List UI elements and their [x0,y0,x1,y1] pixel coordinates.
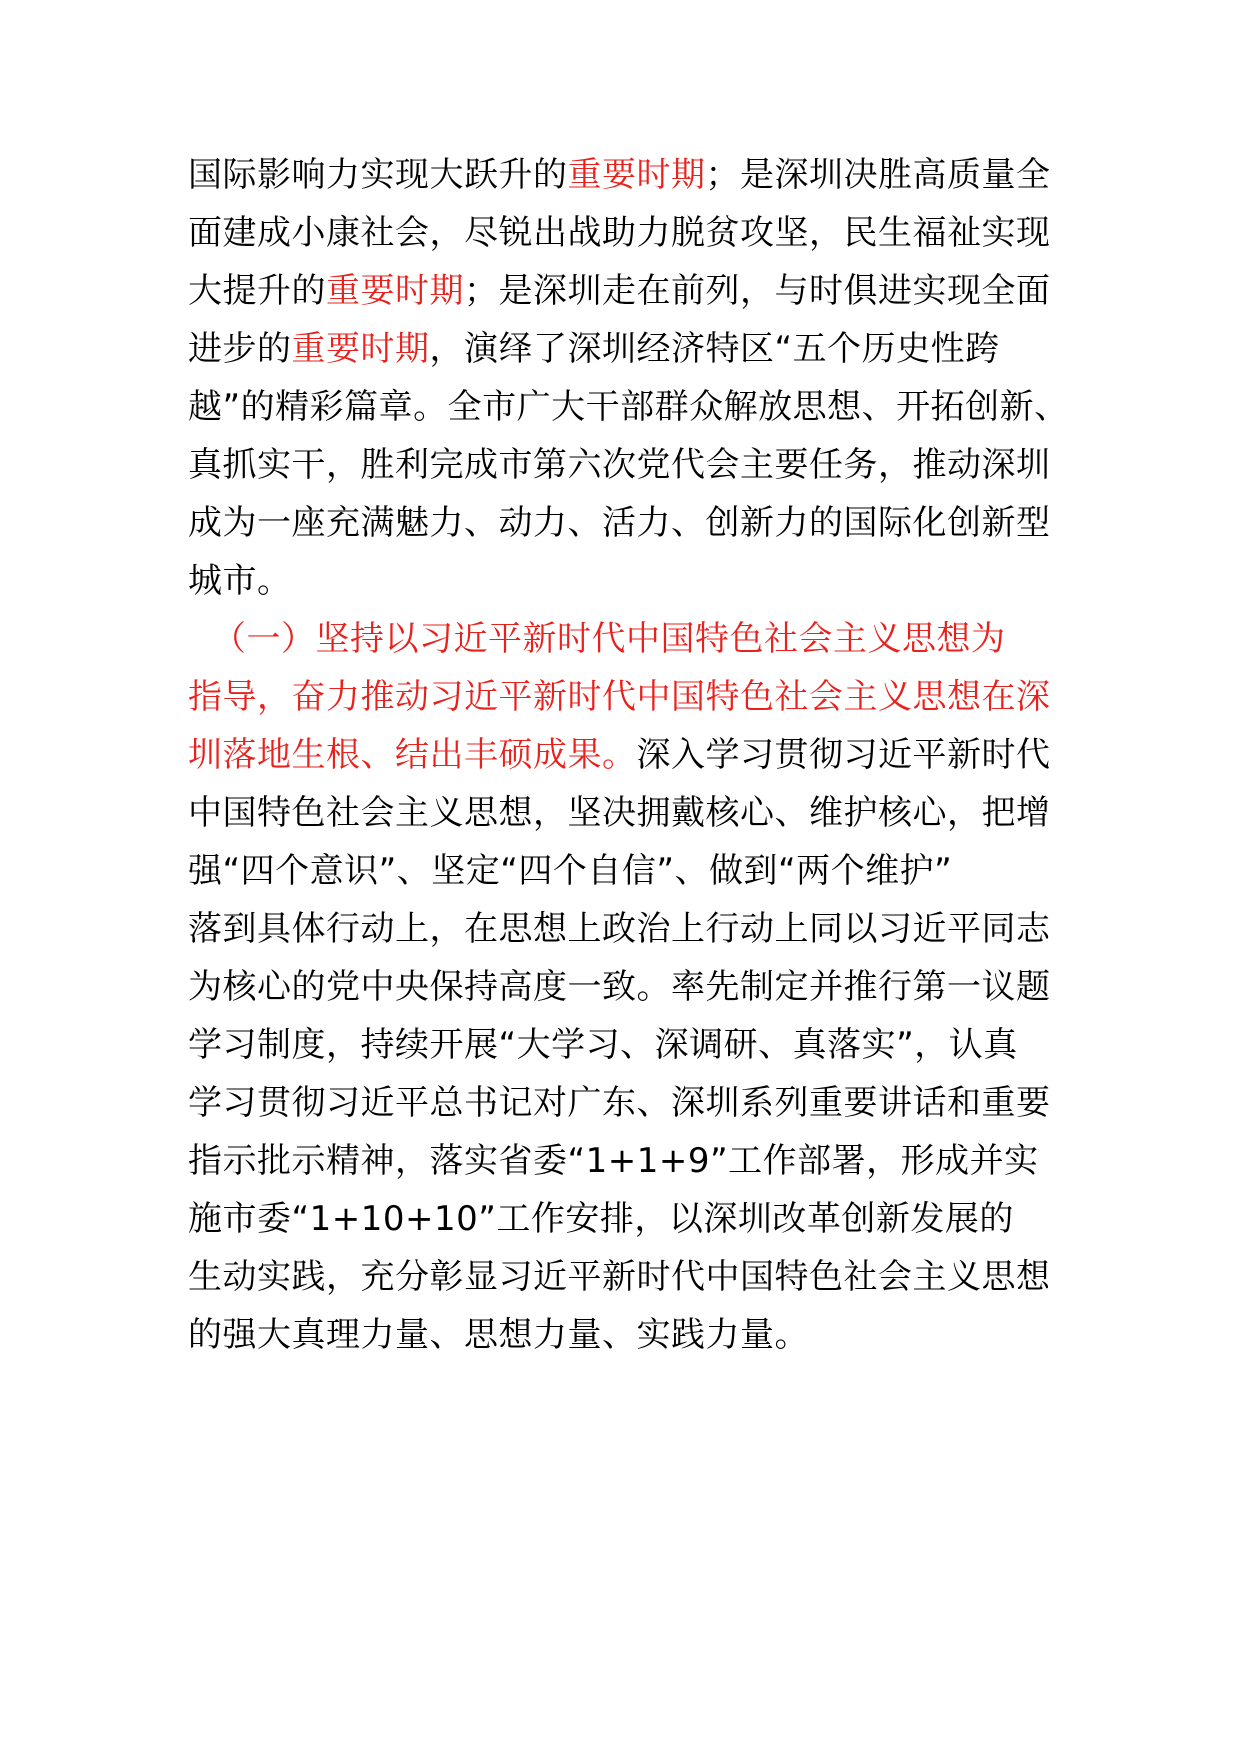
text-line [188,1138,1039,1184]
section-heading: 圳落地生根、结出丰硕成果。 [188,735,637,775]
text-segment: 的强大真理力量、思想力量、实践力量。 [188,1315,809,1355]
section-heading: 指导，奋力推动习近平新时代中国特色社会主义思想在深 [188,677,1051,717]
text-line [188,790,1051,836]
text-segment: 深入学习贯彻习近平新时代 [636,735,1051,775]
text-line [188,326,1000,372]
text-segment: 城市。 [188,561,292,601]
text-segment: 面建成小康社会，尽锐出战助力脱贫攻坚，民生福祉实现 [188,213,1051,253]
text-line [188,848,952,894]
text-segment: 大提升的 [188,271,326,311]
text-segment: ；是深圳决胜高质量全 [705,155,1051,195]
highlight-important-period: 重要时期 [291,329,430,369]
section-heading-line [188,674,1051,720]
text-line [188,1312,809,1358]
text-segment: 施市委“1+10+10”工作安排，以深圳改革创新发展的 [188,1199,1014,1239]
text-line [188,1196,1014,1242]
highlight-important-period: 重要时期 [567,155,706,195]
text-segment: 为核心的党中央保持高度一致。率先制定并推行第一议题 [188,967,1051,1007]
section-heading-line [212,616,1006,662]
text-line [188,152,1051,198]
text-line [188,964,1051,1010]
text-segment: 成为一座充满魅力、动力、活力、创新力的国际化创新型 [188,503,1051,543]
text-segment: 学习贯彻习近平总书记对广东、深圳系列重要讲话和重要 [188,1083,1051,1123]
text-segment: 国际影响力实现大跃升的 [188,155,568,195]
text-segment: 落到具体行动上，在思想上政治上行动上同以习近平同志 [188,909,1051,949]
text-segment: 进步的 [188,329,292,369]
text-line [188,1022,1018,1068]
text-line [188,1254,1051,1300]
text-segment: ；是深圳走在前列，与时俱进实现全面 [464,271,1051,311]
text-segment: 指示批示精神，落实省委“1+1+9”工作部署，形成并实 [188,1141,1039,1181]
text-line [188,210,1051,256]
text-line [188,442,1051,488]
text-segment: ，演绎了深圳经济特区“五个历史性跨 [429,329,1000,369]
text-line [188,268,1051,314]
section-heading: （一）坚持以习近平新时代中国特色社会主义思想为 [212,619,1006,659]
text-segment: 强“四个意识”、坚定“四个自信”、做到“两个维护” [188,851,953,891]
text-segment: 中国特色社会主义思想，坚决拥戴核心、维护核心，把增 [188,793,1051,833]
text-segment: 越”的精彩篇章。全市广大干部群众解放思想、开拓创新、 [188,387,1069,427]
text-line [188,500,1051,546]
text-segment: 学习制度，持续开展“大学习、深调研、真落实”，认真 [188,1025,1018,1065]
highlight-important-period: 重要时期 [326,271,464,311]
text-line [188,1080,1051,1126]
text-line [188,906,1051,952]
text-segment: 真抓实干，胜利完成市第六次党代会主要任务，推动深圳 [188,445,1051,485]
text-line [188,558,292,604]
text-line [188,732,1051,778]
text-line [188,384,1069,430]
text-segment: 生动实践，充分彰显习近平新时代中国特色社会主义思想 [188,1257,1051,1297]
